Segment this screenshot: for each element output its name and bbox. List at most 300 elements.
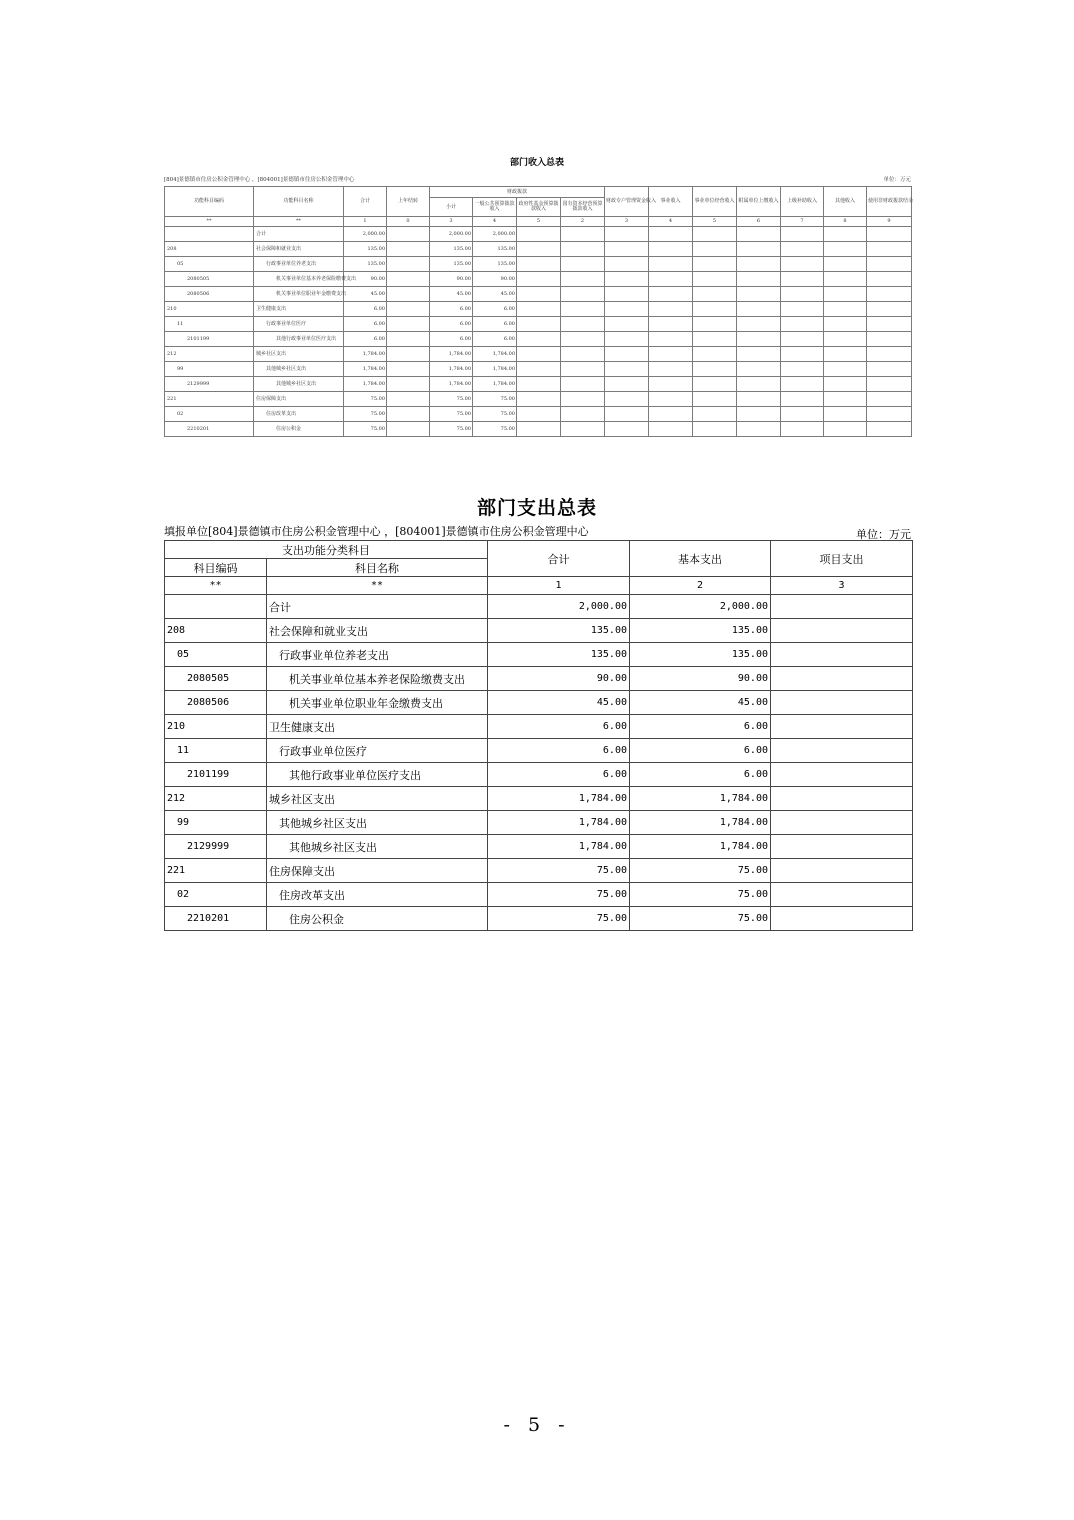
expense-total-cell: 135.00	[488, 643, 630, 667]
expense-code-cell: 2080506	[165, 691, 267, 715]
income-header-superior-grant: 上级补助收入	[781, 187, 824, 217]
income-subtotal-cell: 6.00	[430, 302, 473, 317]
income-header-business: 事业收入	[649, 187, 693, 217]
expense-basic-cell: 1,784.00	[630, 811, 771, 835]
income-empty-cell	[561, 242, 605, 257]
income-code-cell: 11	[165, 317, 254, 332]
income-empty-cell	[781, 422, 824, 437]
income-carryover-cell	[387, 392, 430, 407]
expense-header-name: 科目名称	[267, 559, 488, 577]
expense-table-body	[165, 541, 913, 931]
expense-name-cell: 住房改革支出	[267, 883, 488, 907]
income-empty-cell	[781, 227, 824, 242]
expense-index-row	[165, 577, 913, 595]
income-index-cell: 4	[473, 217, 517, 227]
expense-basic-cell: 6.00	[630, 739, 771, 763]
expense-total-cell: 6.00	[488, 763, 630, 787]
income-empty-cell	[737, 422, 781, 437]
income-empty-cell	[693, 407, 737, 422]
income-carryover-cell	[387, 347, 430, 362]
income-code-cell	[165, 227, 254, 242]
income-subtotal-cell: 135.00	[430, 257, 473, 272]
income-empty-cell	[824, 242, 867, 257]
income-empty-cell	[824, 422, 867, 437]
expense-total-cell: 1,784.00	[488, 787, 630, 811]
income-carryover-cell	[387, 422, 430, 437]
expense-header-group: 支出功能分类科目	[165, 541, 488, 559]
income-name-cell: 社会保障和就业支出	[254, 242, 344, 257]
income-empty-cell	[517, 287, 561, 302]
income-index-cell: 2	[561, 217, 605, 227]
income-total-cell: 75.00	[344, 407, 387, 422]
expense-name-cell: 合计	[267, 595, 488, 619]
expense-code-cell: 210	[165, 715, 267, 739]
income-code-cell: 2129999	[165, 377, 254, 392]
income-total-cell: 6.00	[344, 317, 387, 332]
expense-total-cell: 6.00	[488, 739, 630, 763]
expense-table-row	[165, 859, 913, 883]
expense-total-cell: 90.00	[488, 667, 630, 691]
expense-table-row	[165, 763, 913, 787]
income-empty-cell	[824, 392, 867, 407]
expense-project-cell	[771, 763, 913, 787]
expense-table-row	[165, 787, 913, 811]
income-empty-cell	[561, 347, 605, 362]
expense-total-cell: 6.00	[488, 715, 630, 739]
income-index-cell: **	[165, 217, 254, 227]
income-empty-cell	[824, 272, 867, 287]
expense-name-cell: 卫生健康支出	[267, 715, 488, 739]
income-general-budget-cell: 1,784.00	[473, 377, 517, 392]
income-name-cell: 机关事业单位基本养老保险缴费支出	[254, 272, 344, 287]
income-table-row	[165, 422, 912, 437]
income-empty-cell	[867, 422, 912, 437]
expense-name-cell: 行政事业单位养老支出	[267, 643, 488, 667]
expense-total-cell: 135.00	[488, 619, 630, 643]
income-empty-cell	[693, 302, 737, 317]
income-empty-cell	[649, 242, 693, 257]
expense-name-cell: 行政事业单位医疗	[267, 739, 488, 763]
income-empty-cell	[781, 287, 824, 302]
income-empty-cell	[561, 302, 605, 317]
income-empty-cell	[867, 227, 912, 242]
income-empty-cell	[781, 272, 824, 287]
income-code-cell: 210	[165, 302, 254, 317]
expense-code-cell: 2101199	[165, 763, 267, 787]
income-empty-cell	[605, 422, 649, 437]
income-empty-cell	[824, 317, 867, 332]
income-carryover-cell	[387, 407, 430, 422]
income-empty-cell	[693, 287, 737, 302]
expense-basic-cell: 45.00	[630, 691, 771, 715]
income-empty-cell	[693, 272, 737, 287]
expense-name-cell: 其他城乡社区支出	[267, 811, 488, 835]
income-name-cell: 其他城乡社区支出	[254, 362, 344, 377]
expense-total-cell: 2,000.00	[488, 595, 630, 619]
income-empty-cell	[561, 257, 605, 272]
income-index-cell: 7	[781, 217, 824, 227]
income-empty-cell	[693, 377, 737, 392]
income-header-fiscal-group: 财政拨款	[430, 187, 605, 198]
income-empty-cell	[737, 302, 781, 317]
income-general-budget-cell: 75.00	[473, 392, 517, 407]
income-table-unit-name: [804]景德镇市住房公积金管理中心 ，[804001]景德镇市住房公积金管理中心	[164, 177, 355, 183]
income-empty-cell	[867, 392, 912, 407]
income-general-budget-cell: 1,784.00	[473, 347, 517, 362]
expense-table-row	[165, 883, 913, 907]
expense-basic-cell: 2,000.00	[630, 595, 771, 619]
income-general-budget-cell: 135.00	[473, 257, 517, 272]
expense-name-cell: 其他城乡社区支出	[267, 835, 488, 859]
expense-table-row	[165, 643, 913, 667]
income-index-cell: **	[254, 217, 344, 227]
income-total-cell: 135.00	[344, 257, 387, 272]
expense-table-row	[165, 667, 913, 691]
income-index-cell: 3	[430, 217, 473, 227]
income-name-cell: 其他城乡社区支出	[254, 377, 344, 392]
income-header-special-fiscal: 财政专户管理资金收入	[605, 187, 649, 217]
income-empty-cell	[867, 347, 912, 362]
income-empty-cell	[517, 392, 561, 407]
income-header-subordinate: 附属单位上缴收入	[737, 187, 781, 217]
income-empty-cell	[737, 347, 781, 362]
expense-project-cell	[771, 907, 913, 931]
income-code-cell: 99	[165, 362, 254, 377]
income-empty-cell	[605, 257, 649, 272]
income-empty-cell	[649, 257, 693, 272]
expense-index-cell: 1	[488, 577, 630, 595]
income-subtotal-cell: 45.00	[430, 287, 473, 302]
expense-basic-cell: 6.00	[630, 715, 771, 739]
income-empty-cell	[737, 407, 781, 422]
expense-basic-cell: 90.00	[630, 667, 771, 691]
expense-basic-cell: 75.00	[630, 907, 771, 931]
expense-project-cell	[771, 859, 913, 883]
income-empty-cell	[867, 332, 912, 347]
expense-name-cell: 住房保障支出	[267, 859, 488, 883]
income-empty-cell	[867, 257, 912, 272]
income-carryover-cell	[387, 227, 430, 242]
income-total-cell: 1,784.00	[344, 362, 387, 377]
income-subtotal-cell: 6.00	[430, 332, 473, 347]
expense-header-total: 合计	[488, 541, 630, 577]
income-empty-cell	[517, 257, 561, 272]
income-table-row	[165, 362, 912, 377]
income-name-cell: 行政事业单位医疗	[254, 317, 344, 332]
expense-total-cell: 75.00	[488, 907, 630, 931]
income-empty-cell	[649, 317, 693, 332]
income-header-name: 功能科目名称	[254, 187, 344, 217]
income-empty-cell	[781, 332, 824, 347]
income-general-budget-cell: 75.00	[473, 422, 517, 437]
income-code-cell: 2101199	[165, 332, 254, 347]
income-empty-cell	[649, 362, 693, 377]
income-general-budget-cell: 1,784.00	[473, 362, 517, 377]
income-index-cell: 5	[693, 217, 737, 227]
expense-unit-label: 单位：万元	[856, 528, 911, 541]
income-empty-cell	[561, 287, 605, 302]
income-empty-cell	[693, 227, 737, 242]
income-empty-cell	[781, 317, 824, 332]
income-index-cell: 4	[649, 217, 693, 227]
income-empty-cell	[605, 407, 649, 422]
income-empty-cell	[561, 422, 605, 437]
income-empty-cell	[605, 332, 649, 347]
expense-project-cell	[771, 835, 913, 859]
expense-code-cell: 2080505	[165, 667, 267, 691]
income-empty-cell	[517, 317, 561, 332]
expense-basic-cell: 6.00	[630, 763, 771, 787]
income-table-unit-line	[164, 173, 911, 185]
income-name-cell: 其他行政事业单位医疗支出	[254, 332, 344, 347]
income-table-row	[165, 332, 912, 347]
income-empty-cell	[605, 317, 649, 332]
income-empty-cell	[737, 362, 781, 377]
income-index-cell: 9	[867, 217, 912, 227]
income-empty-cell	[605, 392, 649, 407]
income-empty-cell	[867, 302, 912, 317]
income-header-carryover: 上年结转	[387, 187, 430, 217]
expense-project-cell	[771, 595, 913, 619]
income-header-general-budget: 一般公共预算拨款收入	[473, 198, 517, 217]
income-empty-cell	[561, 407, 605, 422]
income-empty-cell	[781, 392, 824, 407]
income-empty-cell	[693, 392, 737, 407]
expense-project-cell	[771, 715, 913, 739]
income-subtotal-cell: 1,784.00	[430, 377, 473, 392]
income-total-cell: 6.00	[344, 332, 387, 347]
income-header-balance: 使用非财政拨款结余	[867, 187, 912, 217]
expense-table-row	[165, 811, 913, 835]
income-empty-cell	[649, 302, 693, 317]
expense-table-row	[165, 907, 913, 931]
income-empty-cell	[605, 347, 649, 362]
income-empty-cell	[605, 227, 649, 242]
income-carryover-cell	[387, 287, 430, 302]
income-table-unit-label: 单位：万元	[883, 177, 911, 183]
income-empty-cell	[737, 272, 781, 287]
income-total-cell: 2,000.00	[344, 227, 387, 242]
income-header-total: 合计	[344, 187, 387, 217]
expense-total-cell: 45.00	[488, 691, 630, 715]
expense-code-cell: 2129999	[165, 835, 267, 859]
income-empty-cell	[561, 362, 605, 377]
income-empty-cell	[737, 317, 781, 332]
income-subtotal-cell: 1,784.00	[430, 362, 473, 377]
expense-project-cell	[771, 691, 913, 715]
income-empty-cell	[605, 302, 649, 317]
expense-header-code: 科目编码	[165, 559, 267, 577]
income-empty-cell	[693, 242, 737, 257]
expense-name-cell: 机关事业单位职业年金缴费支出	[267, 691, 488, 715]
income-empty-cell	[649, 377, 693, 392]
income-total-cell: 6.00	[344, 302, 387, 317]
expense-name-cell: 社会保障和就业支出	[267, 619, 488, 643]
income-subtotal-cell: 1,784.00	[430, 347, 473, 362]
expense-table	[164, 540, 913, 931]
income-name-cell: 住房改革支出	[254, 407, 344, 422]
income-name-cell: 卫生健康支出	[254, 302, 344, 317]
income-code-cell: 2080506	[165, 287, 254, 302]
income-code-cell: 05	[165, 257, 254, 272]
expense-code-cell: 221	[165, 859, 267, 883]
expense-total-cell: 75.00	[488, 859, 630, 883]
income-empty-cell	[824, 257, 867, 272]
income-total-cell: 75.00	[344, 392, 387, 407]
income-header-code: 功能科目编码	[165, 187, 254, 217]
expense-code-cell: 05	[165, 643, 267, 667]
income-code-cell: 2080505	[165, 272, 254, 287]
expense-code-cell: 02	[165, 883, 267, 907]
income-general-budget-cell: 6.00	[473, 317, 517, 332]
income-empty-cell	[824, 227, 867, 242]
income-empty-cell	[561, 392, 605, 407]
expense-name-cell: 其他行政事业单位医疗支出	[267, 763, 488, 787]
income-empty-cell	[605, 287, 649, 302]
income-code-cell: 221	[165, 392, 254, 407]
income-table-row	[165, 257, 912, 272]
income-empty-cell	[781, 347, 824, 362]
expense-table-row	[165, 715, 913, 739]
income-subtotal-cell: 90.00	[430, 272, 473, 287]
income-name-cell: 合计	[254, 227, 344, 242]
income-empty-cell	[824, 407, 867, 422]
income-table-row	[165, 227, 912, 242]
income-empty-cell	[517, 302, 561, 317]
income-empty-cell	[561, 377, 605, 392]
income-table	[164, 186, 912, 437]
income-index-cell: 1	[344, 217, 387, 227]
income-empty-cell	[867, 407, 912, 422]
expense-project-cell	[771, 787, 913, 811]
expense-index-cell: **	[165, 577, 267, 595]
page-number: - 5 -	[503, 1414, 571, 1436]
income-table-row	[165, 407, 912, 422]
income-empty-cell	[517, 407, 561, 422]
income-empty-cell	[867, 272, 912, 287]
expense-basic-cell: 1,784.00	[630, 787, 771, 811]
income-table-row	[165, 272, 912, 287]
income-carryover-cell	[387, 242, 430, 257]
income-general-budget-cell: 75.00	[473, 407, 517, 422]
income-subtotal-cell: 6.00	[430, 317, 473, 332]
income-name-cell: 住房保障支出	[254, 392, 344, 407]
expense-total-cell: 1,784.00	[488, 835, 630, 859]
expense-table-row	[165, 595, 913, 619]
income-empty-cell	[649, 272, 693, 287]
income-empty-cell	[781, 377, 824, 392]
income-empty-cell	[737, 257, 781, 272]
income-general-budget-cell: 6.00	[473, 332, 517, 347]
income-name-cell: 住房公积金	[254, 422, 344, 437]
income-name-cell: 行政事业单位养老支出	[254, 257, 344, 272]
expense-project-cell	[771, 883, 913, 907]
expense-name-cell: 城乡社区支出	[267, 787, 488, 811]
income-carryover-cell	[387, 302, 430, 317]
expense-index-cell: 2	[630, 577, 771, 595]
income-empty-cell	[781, 407, 824, 422]
income-carryover-cell	[387, 272, 430, 287]
income-empty-cell	[824, 362, 867, 377]
expense-basic-cell: 135.00	[630, 643, 771, 667]
income-empty-cell	[737, 392, 781, 407]
income-header-state-capital: 国有资本经营预算拨款收入	[561, 198, 605, 217]
income-table-row	[165, 317, 912, 332]
income-carryover-cell	[387, 332, 430, 347]
expense-table-title: 部门支出总表	[476, 497, 597, 519]
expense-fill-unit: 填报单位[804]景德镇市住房公积金管理中心 ，[804001]景德镇市住房公积金管理中心	[164, 525, 589, 538]
income-index-cell: 6	[737, 217, 781, 227]
income-general-budget-cell: 2,000.00	[473, 227, 517, 242]
income-empty-cell	[605, 362, 649, 377]
expense-total-cell: 1,784.00	[488, 811, 630, 835]
income-empty-cell	[561, 272, 605, 287]
expense-table-row	[165, 691, 913, 715]
expense-code-cell: 2210201	[165, 907, 267, 931]
income-general-budget-cell: 90.00	[473, 272, 517, 287]
income-empty-cell	[824, 377, 867, 392]
income-empty-cell	[517, 362, 561, 377]
income-index-cell: 5	[517, 217, 561, 227]
income-total-cell: 135.00	[344, 242, 387, 257]
income-subtotal-cell: 135.00	[430, 242, 473, 257]
expense-table-row	[165, 619, 913, 643]
income-carryover-cell	[387, 377, 430, 392]
expense-table-row	[165, 739, 913, 763]
expense-name-cell: 住房公积金	[267, 907, 488, 931]
income-empty-cell	[649, 347, 693, 362]
income-empty-cell	[605, 272, 649, 287]
income-index-row	[165, 217, 912, 227]
income-empty-cell	[693, 332, 737, 347]
income-empty-cell	[867, 362, 912, 377]
expense-project-cell	[771, 811, 913, 835]
expense-code-cell: 208	[165, 619, 267, 643]
income-total-cell: 75.00	[344, 422, 387, 437]
income-empty-cell	[737, 377, 781, 392]
expense-basic-cell: 75.00	[630, 859, 771, 883]
income-carryover-cell	[387, 317, 430, 332]
expense-project-cell	[771, 739, 913, 763]
expense-basic-cell: 135.00	[630, 619, 771, 643]
expense-index-cell: **	[267, 577, 488, 595]
income-empty-cell	[824, 332, 867, 347]
income-empty-cell	[824, 302, 867, 317]
income-empty-cell	[649, 227, 693, 242]
expense-code-cell: 99	[165, 811, 267, 835]
income-empty-cell	[693, 257, 737, 272]
income-header-row-group	[165, 187, 912, 198]
income-table-row	[165, 347, 912, 362]
expense-code-cell	[165, 595, 267, 619]
income-empty-cell	[649, 287, 693, 302]
income-code-cell: 02	[165, 407, 254, 422]
income-empty-cell	[867, 317, 912, 332]
expense-header-project: 项目支出	[771, 541, 913, 577]
expense-header-row-group	[165, 541, 913, 559]
expense-total-cell: 75.00	[488, 883, 630, 907]
expense-project-cell	[771, 643, 913, 667]
income-empty-cell	[737, 287, 781, 302]
income-empty-cell	[693, 317, 737, 332]
income-index-cell: 8	[824, 217, 867, 227]
income-table-row	[165, 377, 912, 392]
income-subtotal-cell: 75.00	[430, 422, 473, 437]
income-empty-cell	[649, 332, 693, 347]
income-subtotal-cell: 2,000.00	[430, 227, 473, 242]
income-table-row	[165, 287, 912, 302]
income-empty-cell	[517, 272, 561, 287]
